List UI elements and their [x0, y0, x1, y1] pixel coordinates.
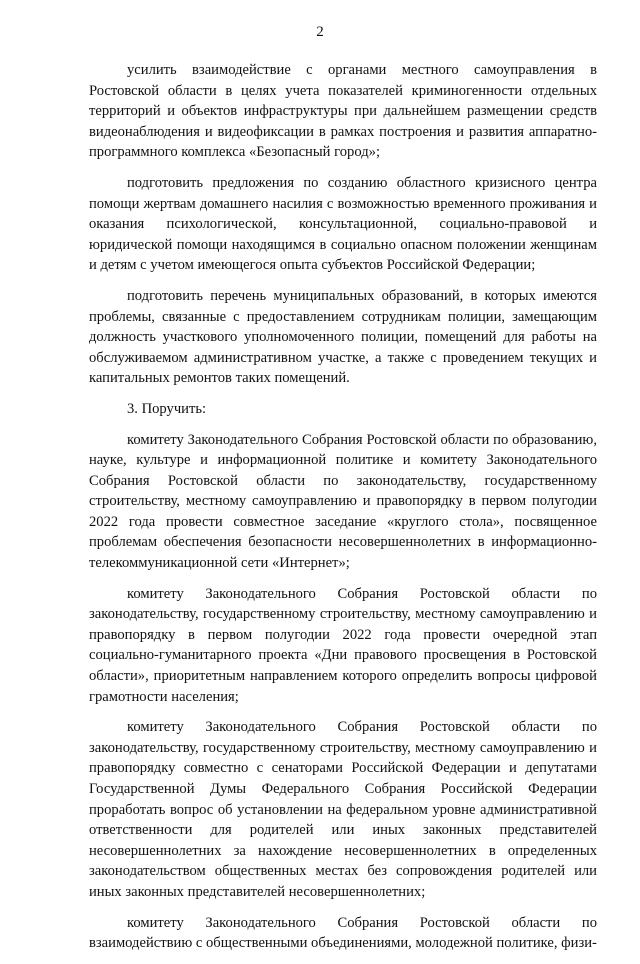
page-number: 2	[316, 24, 324, 40]
paragraph-legal-education: комитету Законодательного Собрания Ростовской области по законодательству, государственному строительству, местному самоуправлению и правопорядку в первом полугодии 2022 года провести очередной этап социально-гуманитарного проекта «Дни правового просвещения в Ростовской области», приоритетным направлением которого определить вопросы цифровой грамотности населения;	[89, 585, 597, 705]
section-heading-assign: 3. Поручить:	[127, 400, 207, 417]
paragraph-round-table: комитету Законодательного Собрания Ростовской области по образованию, науке, культуре и информационной политике и комитету Законодательного Собрания Ростовской области по законодательству, государственному строительству, местному самоуправлению и правопорядку в первом полугодии 2022 года провести совместное заседание «круглого стола», посвященное проблемам обеспечения безопасности несовершеннолетних в информационно-телекоммуникационной сети «Интернет»;	[89, 431, 597, 572]
document-body	[89, 60, 597, 964]
paragraph-police-premises: подготовить перечень муниципальных образований, в которых имеются проблемы, связанные с предоставлением сотрудникам полиции, замещающим должность участкового уполномоченного полиции, помещений для работы на обслуживаемом административном участке, а также с проведением текущих и капитальных ремонтов таких помещений.	[89, 287, 597, 387]
paragraph-safe-city: усилить взаимодействие с органами местного самоуправления в Ростовской области в целях учета показателей криминогенности отдельных территорий и объектов инфраструктуры при дальнейшем размещении средств видеонаблюдения и видеофиксации в рамках построения и развития аппаратно-программного комплекса «Безопасный город»;	[89, 62, 597, 161]
paragraph-administrative-responsibility: комитету Законодательного Собрания Ростовской области по законодательству, государственному строительству, местному самоуправлению и правопорядку совместно с сенаторами Российской Федерации и депутатами Государственной Думы Федерального Собрания Российской Федерации проработать вопрос об установлении на федеральном уровне административной ответственности для родителей или иных законных представителей несовершеннолетних за нахождение несовершеннолетних в определенных законодательством общественных местах без сопровождения родителей или иных законных представителей несовершеннолетних;	[89, 719, 597, 900]
paragraph-crisis-center: подготовить предложения по созданию областного кризисного центра помощи жертвам домашнего насилия с возможностью временного проживания и оказания психологической, консультационной, социально-правовой и юридической помощи находящимся в социально опасном положении женщинам и детям с учетом имеющегося опыта субъектов Российской Федерации;	[89, 174, 597, 274]
paragraph-public-associations: комитету Законодательного Собрания Ростовской области по взаимодействию с общественными объединениями, молодежной политике, физи-	[89, 914, 597, 952]
